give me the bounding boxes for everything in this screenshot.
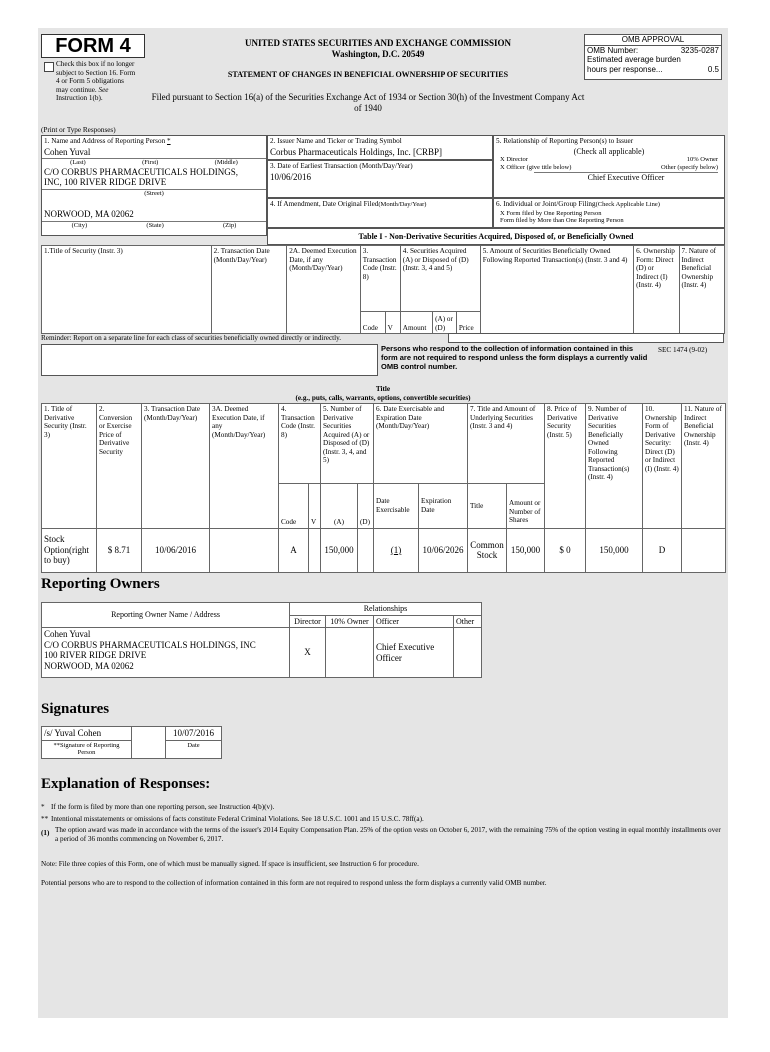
t2-owned: 150,000 bbox=[586, 528, 643, 572]
box2-issuer bbox=[267, 135, 493, 160]
potential-persons-text: Potential persons who are to respond to the collection of information contained in this form are not required to respond unless the form displays a currently valid OMB number. bbox=[41, 879, 547, 887]
explanation-footnote1 bbox=[41, 826, 725, 843]
owner-line: 100 RIVER RIDGE DRIVE bbox=[44, 650, 147, 660]
table2-derivative bbox=[41, 403, 726, 573]
t1-col-deemed: 2A. Deemed Execution Date, if any (Month/Day/Year) bbox=[287, 246, 360, 334]
t2-col-price: 8. Price of Derivative Security (Instr. 5) bbox=[545, 404, 586, 529]
t1-col-securities: 4. Securities Acquired (A) or Disposed of (D) (Instr. 3, 4 and 5) bbox=[400, 246, 480, 312]
t1-sub-amount: Amount bbox=[400, 312, 432, 334]
director-option: X Director bbox=[500, 156, 528, 163]
footnote1-text: The option award was made in accordance with the terms of the issuer's 2014 Equity Compensation Plan. 25% of the option vests on October 6, 2017, with the remaining 75% of the option vesting in equal monthly installments over a period of 36 months commencing on November 6, 2017. bbox=[55, 826, 721, 843]
box2-label: 2. Issuer Name and Ticker or Trading Symbol bbox=[270, 137, 402, 145]
box3-earliest-date bbox=[267, 160, 493, 198]
t2-col-date: 3. Transaction Date (Month/Day/Year) bbox=[142, 404, 210, 529]
box1-star: * bbox=[166, 137, 171, 145]
box4-sub: (Month/Day/Year) bbox=[378, 201, 427, 208]
city-state-zip: NORWOOD, MA 02062 bbox=[44, 209, 134, 219]
star2-text: Intentional misstatements or omissions of facts constitute Federal Criminal Violations. See 18 U.S.C. 1001 and 15 U.S.C. 78ff(a). bbox=[51, 815, 424, 823]
owner-officer-title: Chief Executive Officer bbox=[374, 628, 454, 678]
t2-expiration: 10/06/2026 bbox=[419, 528, 468, 572]
filed-pursuant: Filed pursuant to Section 16(a) of the Securities Exchange Act of 1934 or Section 30(h) of the Investment Company Act of 1940 bbox=[151, 92, 585, 113]
agency-location: Washington, D.C. 20549 bbox=[331, 49, 425, 59]
t2-sub-code: Code bbox=[279, 484, 309, 529]
box6-filing bbox=[493, 198, 725, 228]
signatures-heading: Signatures bbox=[41, 701, 110, 717]
t2-sub-title: Title bbox=[468, 484, 507, 529]
owner-director-mark: X bbox=[290, 628, 326, 678]
reminder-right-box bbox=[448, 333, 724, 343]
t2-col-owned: 9. Number of Derivative Securities Beneficially Owned Following Reported Transaction(s) (Instr. 4) bbox=[586, 404, 643, 529]
signature-table bbox=[41, 726, 222, 759]
t1-col-ownership-form: 6. Ownership Form: Direct (D) or Indirect (I) (Instr. 4) bbox=[634, 246, 679, 334]
table1-non-derivative bbox=[41, 245, 725, 334]
state-label: (State) bbox=[146, 221, 164, 229]
officer-column: Officer bbox=[374, 615, 454, 628]
one-person-option: X Form filed by One Reporting Person bbox=[500, 209, 602, 217]
address-line2: INC, 100 RIVER RIDGE DRIVE bbox=[44, 177, 167, 187]
t2-col-title: 1. Title of Derivative Security (Instr. 3) bbox=[42, 404, 97, 529]
t1-col-code: 3. Transaction Code (Instr. 8) bbox=[360, 246, 400, 312]
t1-col-title: 1.Title of Security (Instr. 3) bbox=[42, 246, 212, 334]
signer-name: /s/ Yuval Cohen bbox=[42, 727, 132, 741]
officer-title: Chief Executive Officer bbox=[534, 172, 718, 183]
t2-sub-d: (D) bbox=[358, 484, 374, 529]
t2-sub-amount-shares: Amount or Number of Shares bbox=[507, 498, 545, 528]
omb-hours-value: 0.5 bbox=[707, 64, 719, 74]
no-longer-subject-checkbox[interactable] bbox=[44, 62, 54, 72]
t2-col-code: 4. Transaction Code (Instr. 8) bbox=[279, 404, 321, 484]
t1-sub-v: V bbox=[385, 312, 400, 334]
form4-page bbox=[38, 28, 728, 1018]
first-label: (First) bbox=[142, 159, 159, 166]
t1-col-date: 2. Transaction Date (Month/Day/Year) bbox=[211, 246, 287, 334]
t2-derivative-price: $ 0 bbox=[545, 528, 586, 572]
star2-mark: ** bbox=[41, 815, 49, 823]
box3-label: 3. Date of Earliest Transaction (Month/Day/Year) bbox=[270, 162, 413, 170]
owner-name-address bbox=[42, 628, 290, 678]
street-label: (Street) bbox=[42, 189, 266, 198]
signature-date: 10/07/2016 bbox=[166, 727, 222, 741]
persons-notice: Persons who respond to the collection of information contained in this form are not required to respond unless the form displays a currently valid OMB control number. bbox=[381, 344, 648, 372]
zip-label: (Zip) bbox=[222, 221, 237, 229]
form-title: FORM 4 bbox=[55, 35, 131, 57]
instruction-text: Instruction 1(b). bbox=[56, 94, 103, 102]
t1-sub-price: Price bbox=[456, 312, 480, 334]
issuer-name: Corbus Pharmaceuticals Holdings, Inc. [CRBP] bbox=[270, 146, 442, 157]
t2-col-deemed: 3A. Deemed Execution Date, if any (Month/Day/Year) bbox=[210, 404, 279, 529]
footnote1-mark: (1) bbox=[41, 829, 50, 837]
omb-burden-label: Estimated average burden bbox=[587, 55, 681, 64]
t1-sub-aord: (A) or (D) bbox=[433, 312, 457, 334]
middle-label: (Middle) bbox=[214, 159, 238, 166]
owner-line: NORWOOD, MA 02062 bbox=[44, 660, 134, 671]
explanation-heading: Explanation of Responses: bbox=[41, 776, 211, 792]
t2-underlying-title: Common Stock bbox=[468, 528, 507, 572]
see-text: See bbox=[98, 85, 109, 94]
t1-col-amount-owned: 5. Amount of Securities Beneficially Owned Following Reported Transaction(s) (Instr. 3 and 4) bbox=[480, 246, 633, 334]
reminder-blank-box bbox=[41, 344, 378, 376]
box1-reporting-person bbox=[41, 135, 267, 236]
table2-row bbox=[42, 528, 726, 572]
statement-title: STATEMENT OF CHANGES IN BENEFICIAL OWNERSHIP OF SECURITIES bbox=[227, 70, 509, 79]
box5-relationship bbox=[493, 135, 725, 198]
t2-form: D bbox=[643, 528, 682, 572]
note-text: Note: File three copies of this Form, one of which must be manually signed. If space is insufficient, see Instruction 6 for procedure. bbox=[41, 860, 419, 868]
t2-col-underlying: 7. Title and Amount of Underlying Securities (Instr. 3 and 4) bbox=[468, 404, 545, 484]
owner-line: C/O CORBUS PHARMACEUTICALS HOLDINGS, INC bbox=[44, 639, 256, 650]
t2-sub-date-exercisable: Date Exercisable bbox=[374, 484, 419, 529]
box6-sub: (Check Applicable Line) bbox=[595, 201, 660, 208]
t2-sub-v: V bbox=[309, 484, 321, 529]
ten-percent-owner-column: 10% Owner bbox=[326, 615, 374, 628]
t2-col-nature: 11. Nature of Indirect Beneficial Ownership (Instr. 4) bbox=[682, 404, 726, 529]
table1-title: Table I - Non-Derivative Securities Acquired, Disposed of, or Beneficially Owned bbox=[267, 228, 725, 245]
box6-label: 6. Individual or Joint/Group Filing bbox=[496, 200, 596, 208]
t2-exercisable-footnote[interactable]: (1) bbox=[374, 528, 419, 572]
table2-title: Title bbox=[375, 385, 391, 393]
omb-number-value: 3235-0287 bbox=[680, 45, 719, 55]
checkbox-text bbox=[56, 60, 136, 103]
last-label: (Last) bbox=[70, 159, 86, 166]
star1-text: If the form is filed by more than one reporting person, see Instruction 4(b)(v). bbox=[51, 803, 275, 811]
sec-code: SEC 1474 (9-02) bbox=[658, 346, 708, 354]
ten-percent-owner-option: 10% Owner bbox=[686, 156, 718, 163]
reporting-owners-heading: Reporting Owners bbox=[41, 576, 160, 592]
t2-underlying-amount: 150,000 bbox=[507, 528, 545, 572]
explanation-star1 bbox=[41, 803, 721, 812]
t2-transaction-date: 10/06/2016 bbox=[142, 528, 210, 572]
box5-check: (Check all applicable) bbox=[573, 146, 645, 156]
box4-label: 4. If Amendment, Date Original Filed bbox=[270, 200, 379, 208]
date-label: Date bbox=[166, 740, 222, 758]
other-column: Other bbox=[454, 615, 482, 628]
reporting-owners-table bbox=[41, 602, 482, 678]
omb-approval-box bbox=[584, 34, 722, 80]
box5-label: 5. Relationship of Reporting Person(s) to Issuer bbox=[496, 137, 634, 145]
checkbox-label: Check this box if no longer subject to Section 16. Form 4 or Form 5 obligations may continue. bbox=[56, 60, 136, 94]
box1-label: 1. Name and Address of Reporting Person bbox=[44, 137, 166, 145]
owner-row bbox=[42, 628, 482, 678]
table2-subtitle: (e.g., puts, calls, warrants, options, convertible securities) bbox=[295, 394, 471, 402]
city-label: (City) bbox=[71, 221, 88, 229]
address-line1: C/O CORBUS PHARMACEUTICALS HOLDINGS, bbox=[44, 166, 239, 177]
director-column: Director bbox=[290, 615, 326, 628]
t2-col-conversion: 2. Conversion or Exercise Price of Derivative Security bbox=[97, 404, 142, 529]
t2-sub-expiration: Expiration Date bbox=[419, 484, 468, 529]
t1-col-nature: 7. Nature of Indirect Beneficial Ownership (Instr. 4) bbox=[679, 246, 724, 334]
t2-acquired: 150,000 bbox=[321, 528, 358, 572]
signature-label: **Signature of Reporting Person bbox=[42, 740, 132, 758]
reminder-text: Reminder: Report on a separate line for each class of securities beneficially owned directly or indirectly. bbox=[41, 334, 342, 342]
star1-mark: * bbox=[41, 803, 45, 811]
form-title-box bbox=[41, 34, 145, 58]
t2-col-number: 5. Number of Derivative Securities Acquired (A) or Disposed of (D) (Instr. 3, 4, and 5) bbox=[321, 404, 374, 484]
t2-col-exercisable: 6. Date Exercisable and Expiration Date (Month/Day/Year) bbox=[374, 404, 468, 484]
t2-col-form: 10. Ownership Form of Derivative Security: Direct (D) or Indirect (I) (Instr. 4) bbox=[643, 404, 682, 529]
agency-name: UNITED STATES SECURITIES AND EXCHANGE COMMISSION bbox=[245, 38, 511, 48]
t2-security: Stock Option(right to buy) bbox=[42, 528, 97, 572]
explanation-star2 bbox=[41, 815, 721, 824]
reporting-person-name: Cohen Yuval bbox=[44, 146, 91, 157]
omb-hours-label: hours per response... bbox=[587, 64, 663, 74]
earliest-transaction-date: 10/06/2016 bbox=[270, 171, 312, 182]
box4-amendment bbox=[267, 198, 493, 228]
other-option: Other (specify below) bbox=[660, 163, 718, 171]
t2-conversion-price: $ 8.71 bbox=[97, 528, 142, 572]
t2-sub-a: (A) bbox=[321, 484, 358, 529]
owner-name-column-header: Reporting Owner Name / Address bbox=[42, 603, 290, 628]
relationships-header: Relationships bbox=[290, 603, 482, 616]
officer-option: X Officer (give title below) bbox=[500, 163, 572, 171]
t2-code: A bbox=[279, 528, 309, 572]
owner-line: Cohen Yuval bbox=[44, 629, 91, 639]
t1-sub-code: Code bbox=[360, 312, 385, 334]
print-type-note: (Print or Type Responses) bbox=[41, 126, 116, 134]
omb-number-label: OMB Number: bbox=[587, 45, 639, 55]
omb-title: OMB APPROVAL bbox=[585, 35, 721, 46]
more-persons-option: Form filed by More than One Reporting Person bbox=[500, 217, 624, 224]
